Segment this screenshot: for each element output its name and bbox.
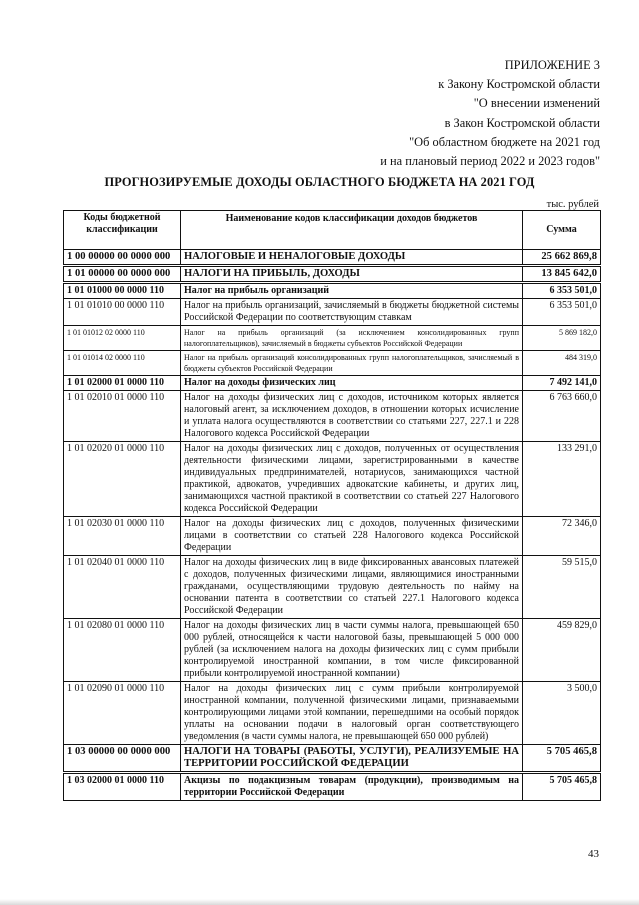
table-row — [64, 299, 601, 326]
table-row — [64, 773, 601, 801]
row-name: Налог на доходы физических лиц с доходов, полученных от осуществления деятельности физическими лицами, зарегистрированными в качестве индивидуальных предпринимателей, нотариусов, занимающихся частной практикой, адвокатов, учредивших адвокатские кабинеты, и других лиц, занимающихся частной практикой в соответствии со статьей 227 Налогового кодекса Российской Федерации — [181, 442, 523, 517]
row-name: Налог на прибыль организаций (за исключением консолидированных групп налогоплательщиков), зачисляемый в бюджеты субъектов Российской Федерации — [181, 326, 523, 351]
row-name: Налог на доходы физических лиц с сумм прибыли контролируемой иностранной компании, полученной физическими лицами, признаваемыми контролирующими лицами этой компании, перешедшими на особый порядок уплаты на основании подачи в налоговый орган соответствующего уведомления (в части суммы налога, не превышающей 650 000 рублей) — [181, 682, 523, 745]
header-sum: Сумма — [523, 211, 601, 250]
row-name: НАЛОГИ НА ТОВАРЫ (РАБОТЫ, УСЛУГИ), РЕАЛИЗУЕМЫЕ НА ТЕРРИТОРИИ РОССИЙСКОЙ ФЕДЕРАЦИИ — [181, 745, 523, 773]
row-code: 1 01 02010 01 0000 110 — [64, 391, 181, 442]
row-name: Налог на доходы физических лиц с доходов, полученных физическими лицами в соответствии со статьей 228 Налогового кодекса Российской Федерации — [181, 517, 523, 556]
table-row — [64, 250, 601, 266]
table-row — [64, 745, 601, 773]
row-sum: 484 319,0 — [523, 351, 601, 376]
table-row — [64, 351, 601, 376]
table-row — [64, 442, 601, 517]
row-sum: 6 763 660,0 — [523, 391, 601, 442]
row-sum: 25 662 869,8 — [523, 250, 601, 266]
row-name: Налог на прибыль организаций — [181, 283, 523, 299]
row-code: 1 01 01010 00 0000 110 — [64, 299, 181, 326]
row-code: 1 01 00000 00 0000 000 — [64, 266, 181, 283]
row-sum: 133 291,0 — [523, 442, 601, 517]
row-code: 1 01 01000 00 0000 110 — [64, 283, 181, 299]
page-edge-shadow — [0, 899, 639, 905]
row-code: 1 03 02000 01 0000 110 — [64, 773, 181, 801]
row-name: Налог на прибыль организаций, зачисляемый в бюджеты бюджетной системы Российской Федерации по соответствующим ставкам — [181, 299, 523, 326]
table-row — [64, 266, 601, 283]
row-sum: 3 500,0 — [523, 682, 601, 745]
table-header-row — [64, 211, 601, 250]
appendix-line: "Об областном бюджете на 2021 год — [409, 134, 600, 149]
row-code: 1 01 02080 01 0000 110 — [64, 619, 181, 682]
row-sum: 6 353 501,0 — [523, 299, 601, 326]
row-name: Налог на доходы физических лиц с доходов, источником которых является налоговый агент, за исключением доходов, в отношении которых исчисление и уплата налога осуществляются в соответствии со статьями 227, 227.1 и 228 Налогового кодекса Российской Федерации — [181, 391, 523, 442]
row-name: Налог на доходы физических лиц в виде фиксированных авансовых платежей с доходов, полученных физическими лицами, являющимися иностранными гражданами, осуществляющими трудовую деятельность по найму на основании патента в соответствии со статьей 227.1 Налогового кодекса Российской Федерации — [181, 556, 523, 619]
row-code: 1 00 00000 00 0000 000 — [64, 250, 181, 266]
row-code: 1 01 02030 01 0000 110 — [64, 517, 181, 556]
row-sum: 459 829,0 — [523, 619, 601, 682]
table-row — [64, 556, 601, 619]
row-code: 1 01 01014 02 0000 110 — [64, 351, 181, 376]
appendix-header — [380, 56, 600, 171]
row-sum: 5 705 465,8 — [523, 773, 601, 801]
row-code: 1 01 02040 01 0000 110 — [64, 556, 181, 619]
table-row — [64, 326, 601, 351]
row-sum: 7 492 141,0 — [523, 376, 601, 391]
row-name: НАЛОГИ НА ПРИБЫЛЬ, ДОХОДЫ — [181, 266, 523, 283]
row-code: 1 03 00000 00 0000 000 — [64, 745, 181, 773]
row-name: Налог на доходы физических лиц — [181, 376, 523, 391]
table-row — [64, 283, 601, 299]
row-code: 1 01 02090 01 0000 110 — [64, 682, 181, 745]
row-name: Налог на доходы физических лиц в части суммы налога, превышающей 650 000 рублей, относящейся к части налоговой базы, превышающей 5 000 000 рублей (за исключением налога на доходы физических лиц с сумм прибыли контролируемой иностранной компании, в том числе фиксированной прибыли контролируемой иностранной компании) — [181, 619, 523, 682]
row-sum: 5 869 182,0 — [523, 326, 601, 351]
appendix-line: ПРИЛОЖЕНИЕ 3 — [504, 58, 600, 72]
appendix-line: в Закон Костромской области — [444, 115, 600, 130]
row-name: Акцизы по подакцизным товарам (продукции), производимым на территории Российской Федерации — [181, 773, 523, 801]
row-sum: 59 515,0 — [523, 556, 601, 619]
row-name: Налог на прибыль организаций консолидированных групп налогоплательщиков, зачисляемый в бюджеты субъектов Российской Федерации — [181, 351, 523, 376]
header-code: Коды бюджетной классификации — [64, 211, 181, 250]
table-row — [64, 682, 601, 745]
table-row — [64, 391, 601, 442]
row-sum: 72 346,0 — [523, 517, 601, 556]
appendix-line: к Закону Костромской области — [438, 77, 600, 92]
row-sum: 6 353 501,0 — [523, 283, 601, 299]
units-label: тыс. рублей — [546, 199, 599, 210]
table-row — [64, 619, 601, 682]
row-sum: 13 845 642,0 — [523, 266, 601, 283]
appendix-line: "О внесении изменений — [473, 96, 600, 111]
document-title: ПРОГНОЗИРУЕМЫЕ ДОХОДЫ ОБЛАСТНОГО БЮДЖЕТА НА 2021 ГОД — [104, 175, 535, 189]
row-sum: 5 705 465,8 — [523, 745, 601, 773]
page-number: 43 — [588, 848, 599, 860]
table-row — [64, 376, 601, 391]
row-code: 1 01 01012 02 0000 110 — [64, 326, 181, 351]
row-code: 1 01 02000 01 0000 110 — [64, 376, 181, 391]
row-name: НАЛОГОВЫЕ И НЕНАЛОГОВЫЕ ДОХОДЫ — [181, 250, 523, 266]
income-table — [63, 210, 601, 801]
row-code: 1 01 02020 01 0000 110 — [64, 442, 181, 517]
table-row — [64, 517, 601, 556]
header-name: Наименование кодов классификации доходов бюджетов — [181, 211, 523, 250]
appendix-line: и на плановый период 2022 и 2023 годов" — [380, 154, 600, 169]
